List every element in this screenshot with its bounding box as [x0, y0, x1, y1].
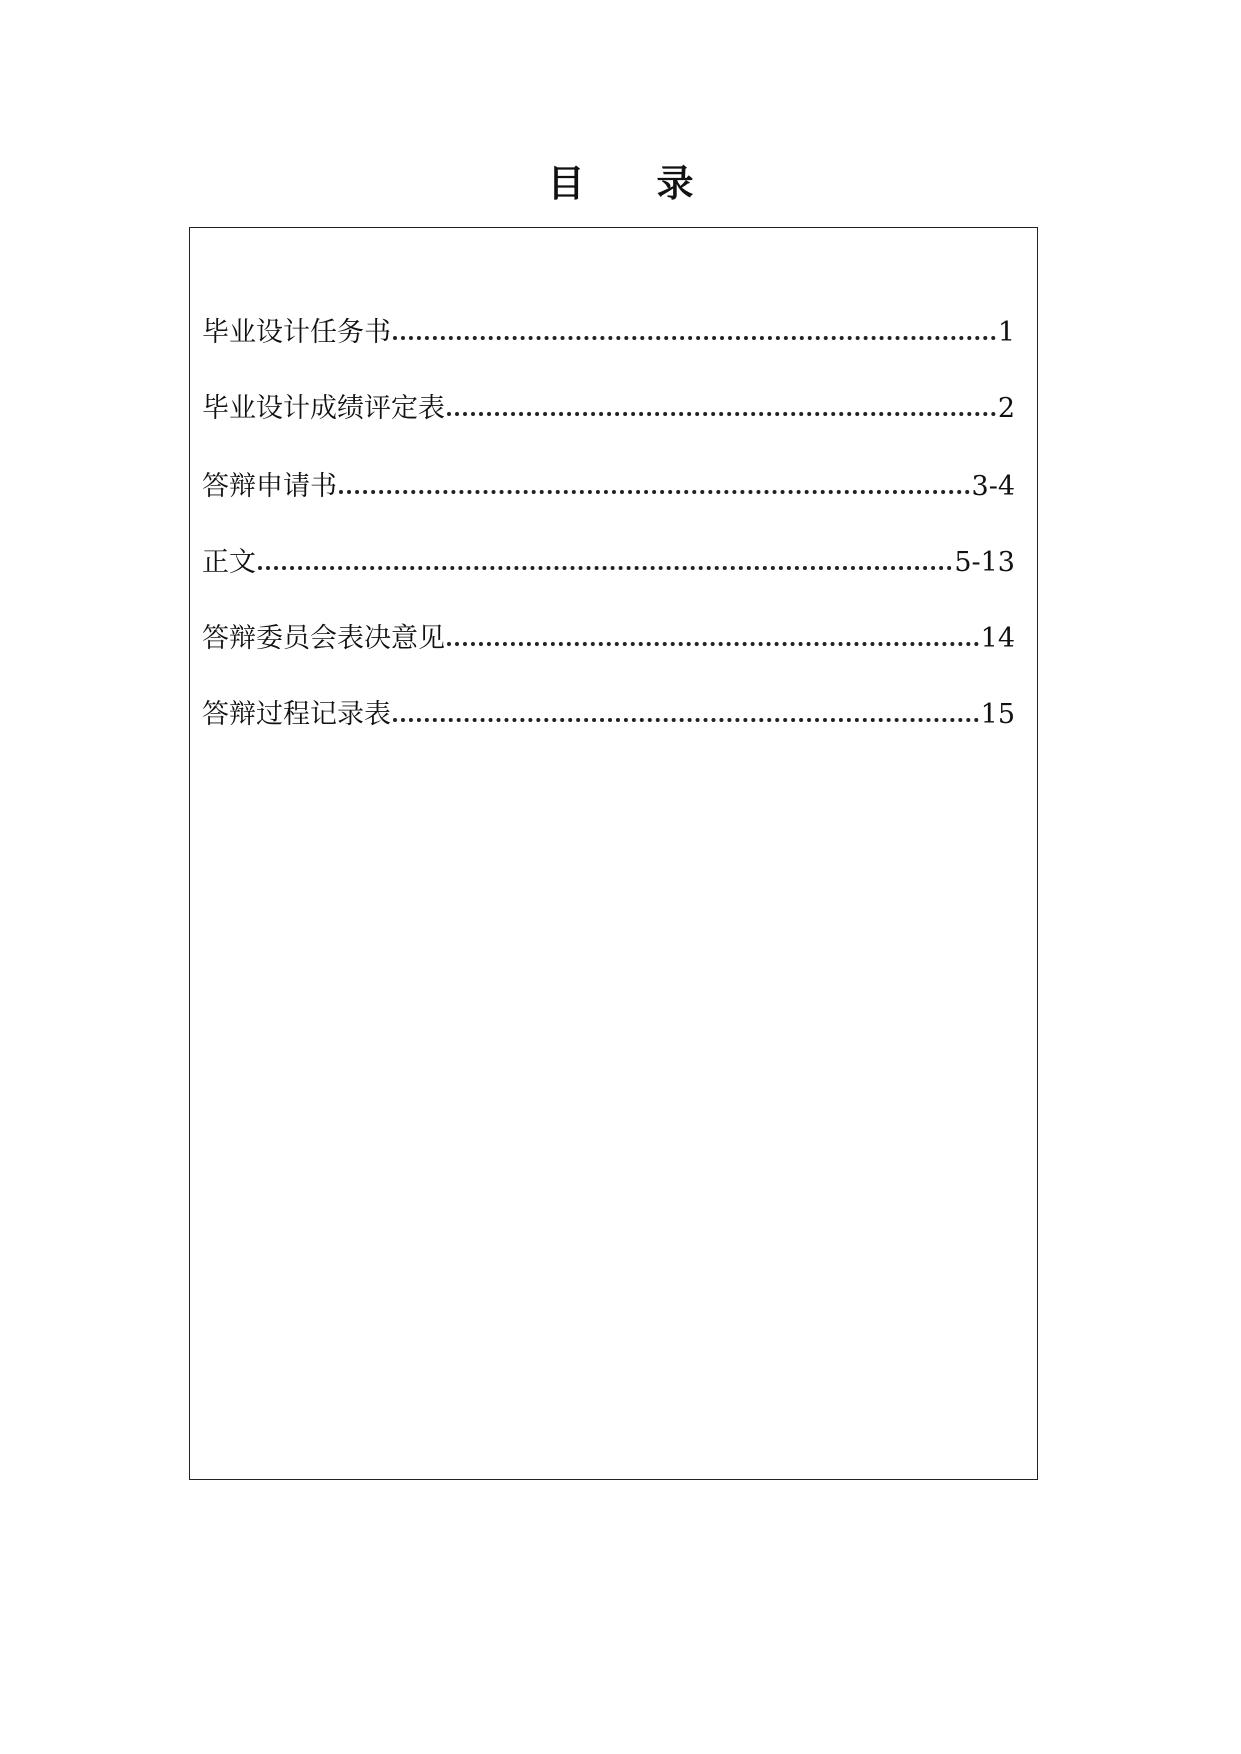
- toc-list: [202, 313, 1015, 771]
- toc-entry-defense-application[interactable]: [202, 467, 1015, 507]
- page-title: [0, 162, 1241, 206]
- toc-entry-committee-opinion[interactable]: [202, 619, 1015, 659]
- toc-entry-label: 答辩过程记录表: [202, 699, 391, 730]
- toc-entry-page: 15: [980, 699, 1015, 730]
- toc-entry-defense-record[interactable]: [202, 695, 1015, 735]
- toc-entry-page: 5-13: [954, 547, 1015, 578]
- toc-entry-page: 2: [997, 393, 1015, 424]
- page-title-char-1: 目: [547, 162, 585, 205]
- toc-dot-leader: [393, 695, 979, 735]
- toc-dot-leader: [447, 389, 996, 429]
- page-title-char-2: 录: [656, 162, 694, 205]
- toc-entry-page: 1: [997, 317, 1015, 348]
- table-of-contents-box: [189, 227, 1038, 1480]
- toc-entry-grade-form[interactable]: [202, 389, 1015, 429]
- toc-entry-task-book[interactable]: [202, 313, 1015, 353]
- toc-entry-page: 14: [980, 623, 1015, 654]
- toc-dot-leader: [393, 313, 996, 353]
- toc-entry-page: 3-4: [971, 471, 1015, 502]
- toc-dot-leader: [447, 619, 979, 659]
- toc-entry-label: 毕业设计成绩评定表: [202, 393, 445, 424]
- toc-entry-label: 毕业设计任务书: [202, 317, 391, 348]
- toc-dot-leader: [339, 467, 970, 507]
- toc-dot-leader: [258, 543, 952, 583]
- toc-entry-label: 答辩委员会表决意见: [202, 623, 445, 654]
- toc-entry-label: 答辩申请书: [202, 471, 337, 502]
- toc-entry-main-text[interactable]: [202, 543, 1015, 583]
- toc-entry-label: 正文: [202, 547, 256, 578]
